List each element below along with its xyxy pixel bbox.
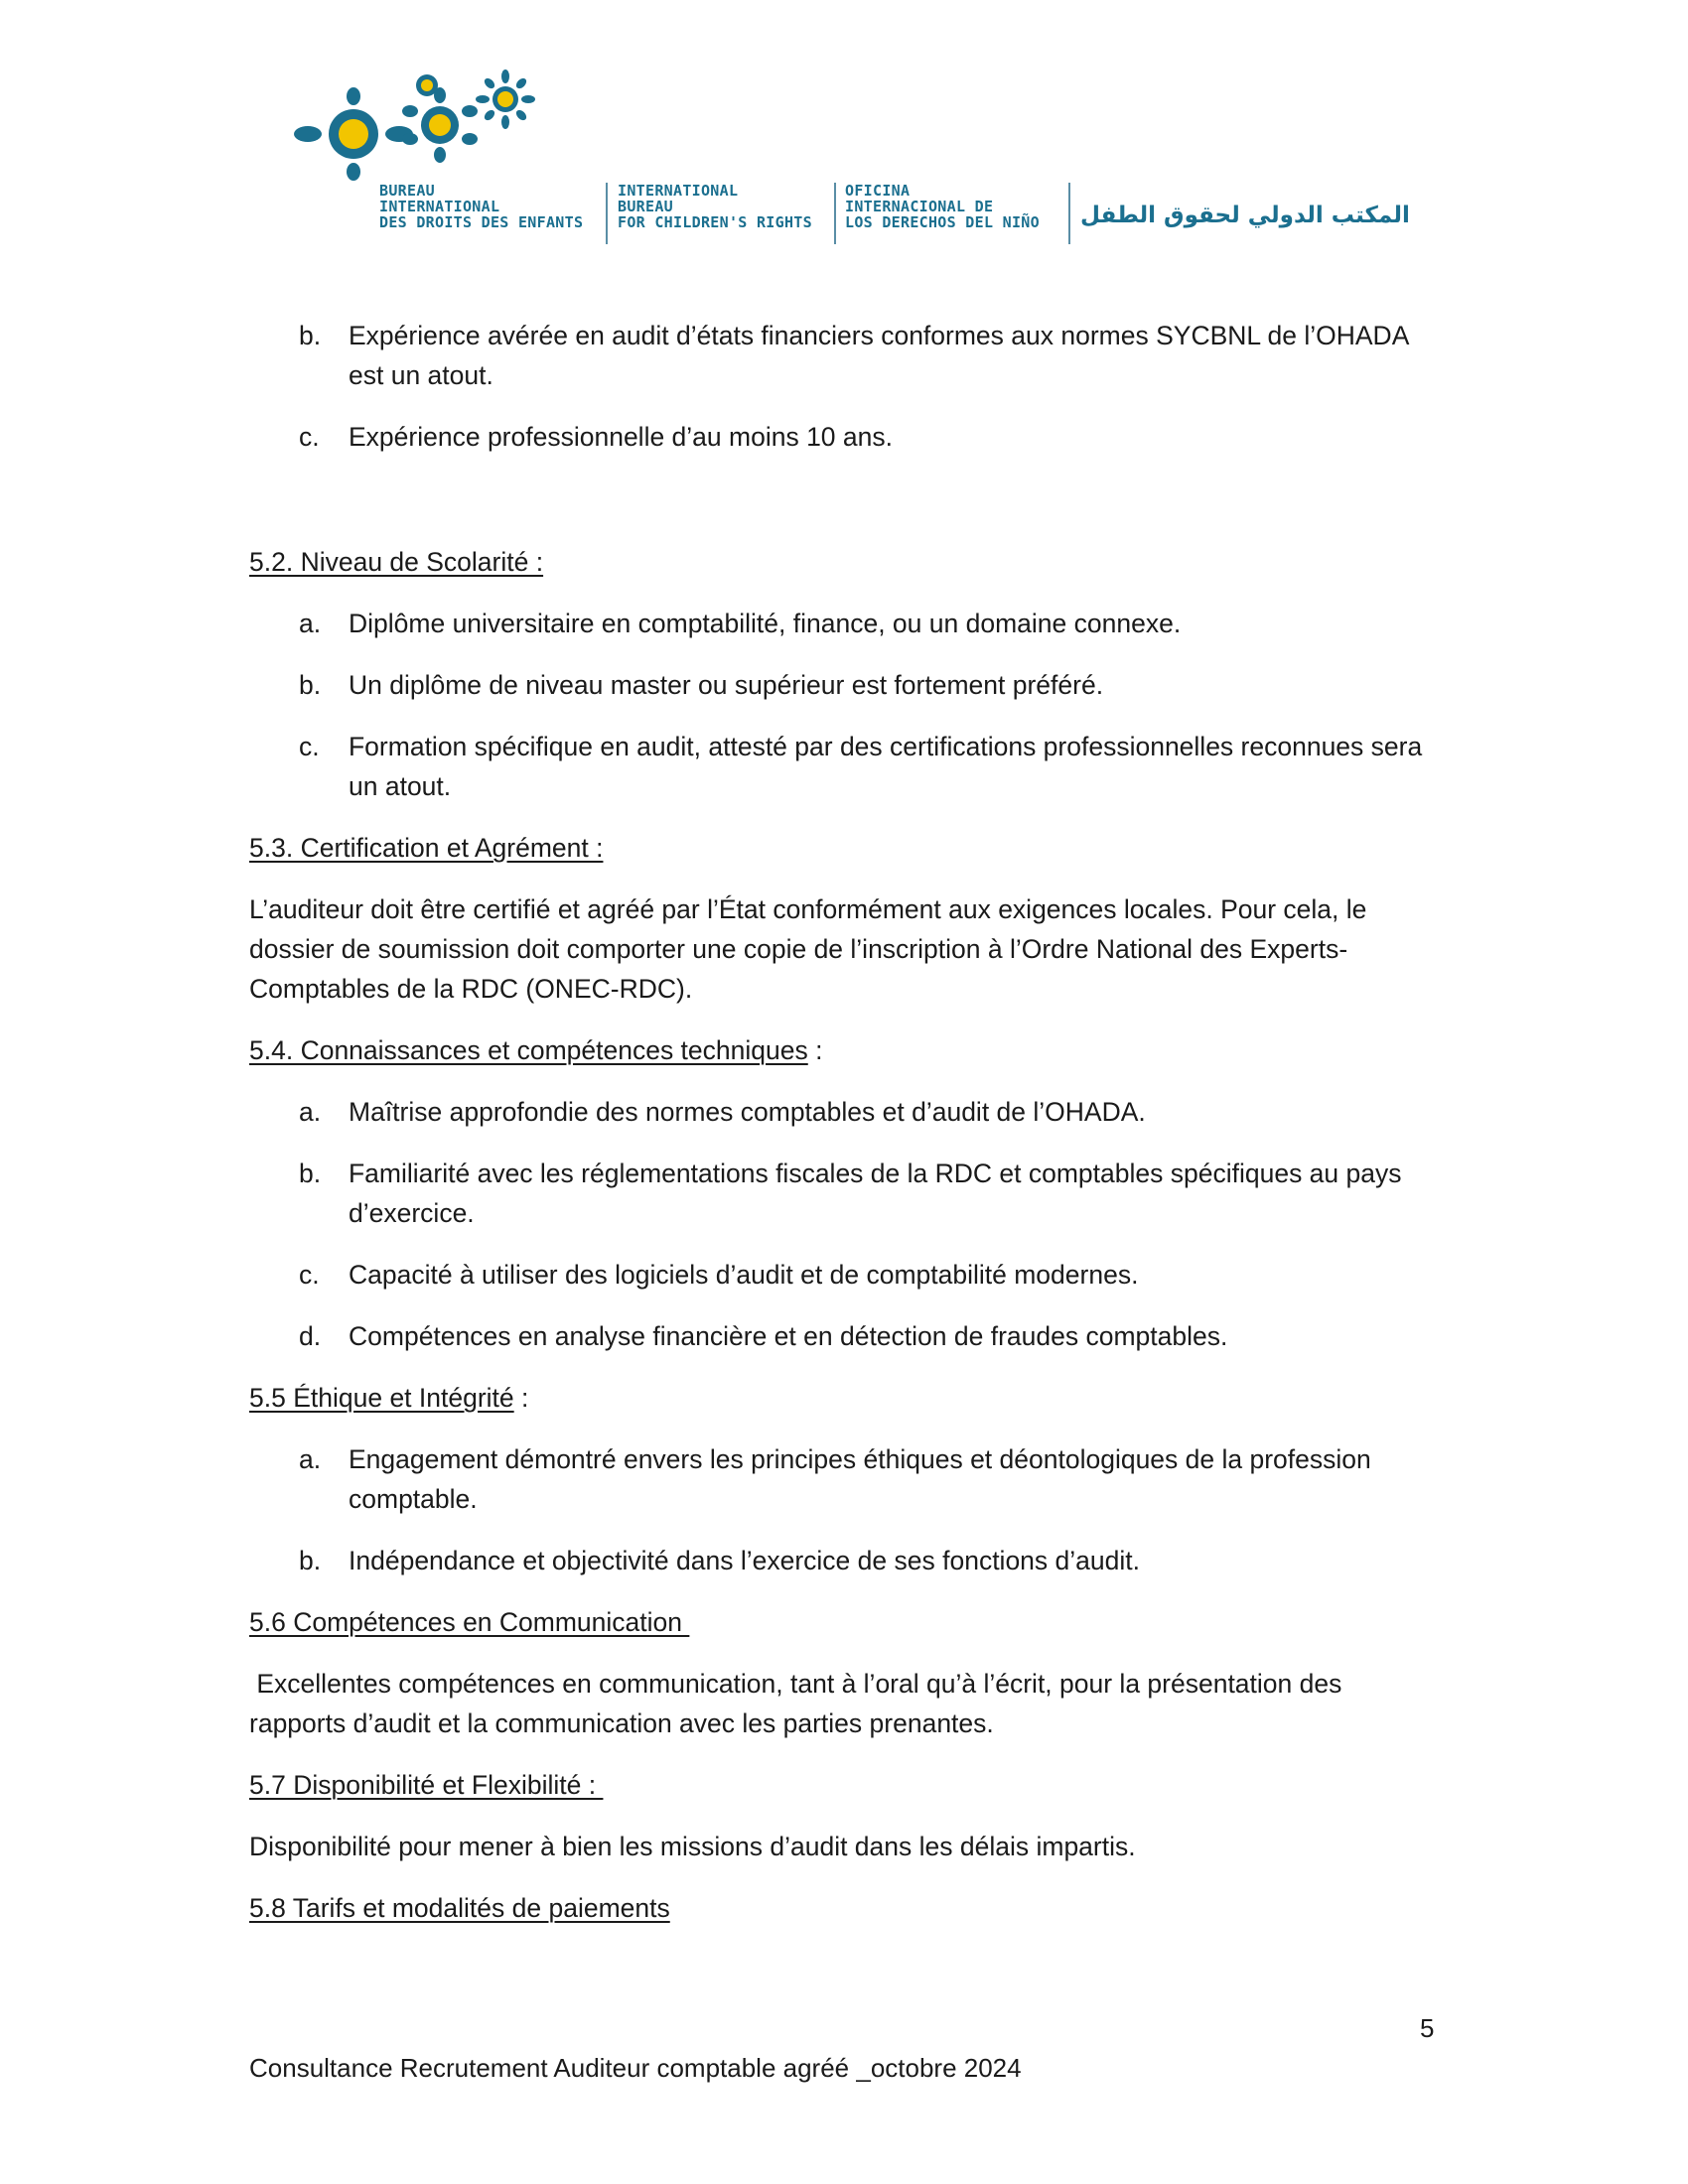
list-text: Indépendance et objectivité dans l’exercice de ses fonctions d’audit.	[349, 1546, 1140, 1575]
section-title: 5.6 Compétences en Communication	[249, 1607, 690, 1637]
section-title: 5.3. Certification et Agrément :	[249, 833, 604, 863]
section-heading-5-2	[249, 542, 1441, 582]
org-divider	[1068, 183, 1070, 244]
section-title: 5.5 Éthique et Intégrité	[249, 1383, 514, 1413]
section-heading-5-5	[249, 1378, 1441, 1418]
list-marker: b.	[299, 321, 322, 350]
org-name-en: INTERNATIONAL BUREAU FOR CHILDREN'S RIGHTS	[618, 182, 812, 231]
page-footer: Consultance Recrutement Auditeur comptable agréé _octobre 2024	[249, 2053, 1022, 2083]
list-text: Expérience professionnelle d’au moins 10 ans.	[349, 422, 893, 452]
list-marker: a.	[299, 609, 322, 638]
list-item	[249, 1154, 1441, 1233]
list-text: Expérience avérée en audit d’états financiers conformes aux normes SYCBNL de l’OHADA est un atout.	[349, 321, 1408, 390]
org-divider	[834, 183, 836, 244]
section-paragraph: Disponibilité pour mener à bien les missions d’audit dans les délais impartis.	[249, 1832, 1136, 1861]
list-text: Formation spécifique en audit, attesté par des certifications professionnelles reconnues sera un atout.	[349, 732, 1423, 801]
heading-suffix: :	[807, 1035, 823, 1065]
list-marker: c.	[299, 422, 320, 452]
section-heading-5-4	[249, 1030, 1441, 1070]
list-text: Diplôme universitaire en comptabilité, finance, ou un domaine connexe.	[349, 609, 1182, 638]
org-name-ar: المكتب الدولي لحقوق الطفل	[1080, 203, 1410, 228]
org-divider	[606, 183, 608, 244]
list-item	[249, 1316, 1441, 1356]
list-item	[249, 1255, 1441, 1295]
section-paragraph: Excellentes compétences en communication, tant à l’oral qu’à l’écrit, pour la présentation des rapports d’audit et la communication avec les parties prenantes.	[249, 1669, 1349, 1738]
section-title: 5.4. Connaissances et compétences techniques	[249, 1035, 808, 1065]
list-item	[249, 604, 1441, 643]
page-header	[288, 60, 1410, 258]
list-item	[249, 1092, 1441, 1132]
list-text: Capacité à utiliser des logiciels d’audit et de comptabilité modernes.	[349, 1260, 1139, 1290]
section-heading-5-3	[249, 828, 1441, 868]
org-name-es: OFICINA INTERNACIONAL DE LOS DERECHOS DEL NIÑO	[845, 182, 1040, 231]
list-marker: c.	[299, 1260, 320, 1290]
spacer	[249, 478, 1441, 542]
section-heading-5-7	[249, 1765, 1441, 1805]
section-paragraph: L’auditeur doit être certifié et agréé par l’État conformément aux exigences locales. Pour cela, le dossier de soumission doit comporter une copie de l’inscription à l’Ordre National des Experts-Comptables de la RDC (ONEC-RDC).	[249, 894, 1367, 1004]
list-text: Maîtrise approfondie des normes comptables et d’audit de l’OHADA.	[349, 1097, 1146, 1127]
list-item	[249, 1439, 1441, 1519]
list-marker: d.	[299, 1321, 322, 1351]
list-marker: c.	[299, 732, 320, 761]
section-title: 5.7 Disponibilité et Flexibilité :	[249, 1770, 604, 1800]
organization-logo	[288, 60, 546, 199]
list-item	[249, 665, 1441, 705]
list-marker: b.	[299, 670, 322, 700]
list-marker: b.	[299, 1159, 322, 1188]
page-number: 5	[1420, 2013, 1435, 2043]
list-item	[249, 417, 1441, 457]
list-item	[249, 1541, 1441, 1580]
section-heading-5-8	[249, 1888, 1441, 1928]
document-body	[249, 316, 1441, 1950]
list-item	[249, 316, 1441, 395]
list-text: Compétences en analyse financière et en détection de fraudes comptables.	[349, 1321, 1228, 1351]
heading-suffix: :	[513, 1383, 529, 1413]
list-marker: a.	[299, 1097, 322, 1127]
org-name-fr: BUREAU INTERNATIONAL DES DROITS DES ENFANTS	[379, 182, 584, 231]
list-text: Familiarité avec les réglementations fiscales de la RDC et comptables spécifiques au pays d’exercice.	[349, 1159, 1402, 1228]
list-text: Engagement démontré envers les principes éthiques et déontologiques de la profession comptable.	[349, 1444, 1371, 1514]
list-text: Un diplôme de niveau master ou supérieur est fortement préféré.	[349, 670, 1104, 700]
list-marker: b.	[299, 1546, 322, 1575]
section-title: 5.8 Tarifs et modalités de paiements	[249, 1893, 670, 1923]
section-heading-5-6	[249, 1602, 1441, 1642]
section-title: 5.2. Niveau de Scolarité :	[249, 547, 544, 577]
list-item	[249, 727, 1441, 806]
list-marker: a.	[299, 1444, 322, 1474]
